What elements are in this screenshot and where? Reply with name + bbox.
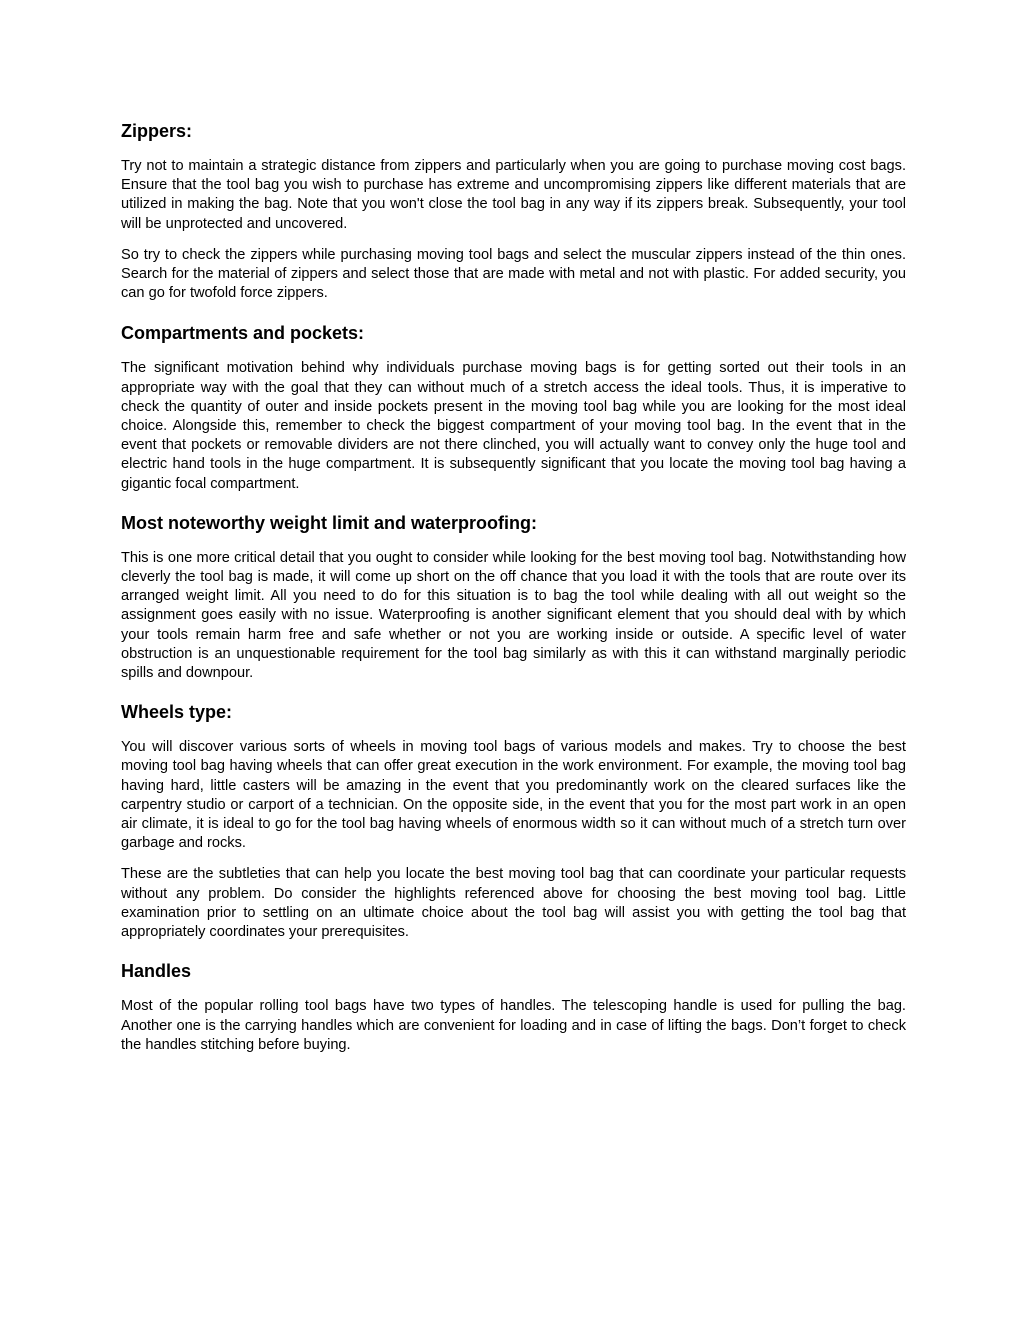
section-weight-waterproofing (121, 510, 906, 683)
paragraph-wheels-type-2: These are the subtleties that can help you locate the best moving tool bag that can coordinate your particular requests without any problem. Do consider the highlights referenced above for choosing the best moving tool bag. Little examination prior to settling on an ultimate choice about the tool bag will assist you with getting the tool bag that appropriately coordinates your prerequisites. (121, 866, 906, 941)
paragraph-weight-waterproofing-1: This is one more critical detail that you ought to consider while looking for the best moving tool bag. Notwithstanding how cleverly the tool bag is made, it will come up short on the off chance that you load it with the tools that are route over its arranged weight limit. All you need to do for this situation is to bag the tool while dealing with all out weight so the assignment goes easily with no issue. Waterproofing is another significant element that you should deal with by which your tools remain harm free and safe whether or not you are working inside or outside. A specific level of water obstruction is an unquestionable requirement for the tool bag similarly as with this it can withstand marginally periodic spills and downpour. (121, 549, 906, 682)
heading-handles: Handles (121, 961, 192, 982)
paragraph-zippers-1: Try not to maintain a strategic distance from zippers and particularly when you are going to purchase moving cost bags. Ensure that the tool bag you wish to purchase has extreme and uncompromising zippers like different materials that are utilized in making the bag. Note that you won't close the tool bag in any way if its zippers break. Subsequently, your tool will be unprotected and uncovered. (121, 158, 906, 232)
section-zippers (121, 118, 906, 303)
section-handles (121, 958, 906, 1055)
paragraph-compartments-1: The significant motivation behind why individuals purchase moving bags is for getting sorted out their tools in an appropriate way with the goal that they can without much of a stretch access the ideal tools. Thus, it is imperative to check the quantity of outer and inside pockets present in the moving tool bag while you are looking for the most ideal choice. Alongside this, remember to check the biggest compartment of your moving tool bag. In the event that in the event that pockets or removable dividers are not there clinched, you will actually want to convey only the huge tool and electric hand tools in the huge compartment. It is subsequently significant that you locate the moving tool bag having a gigantic focal compartment. (121, 360, 906, 492)
heading-wheels-type: Wheels type: (121, 702, 233, 723)
paragraph-wheels-type-1: You will discover various sorts of wheels in moving tool bags of various models and makes. Try to choose the best moving tool bag having wheels that can offer great execution in the work environment. For example, the moving tool bag having hard, little casters will be amazing in the event that you predominantly work on the cleared surfaces like the carpentry studio or carport of a technician. On the opposite side, in the event that you for the most part work in an open air climate, it is ideal to go for the tool bag having wheels of enormous width so it can without much of a stretch turn over garbage and rocks. (121, 739, 906, 852)
section-wheels-type (121, 699, 906, 942)
section-compartments (121, 320, 906, 493)
paragraph-handles-1: Most of the popular rolling tool bags have two types of handles. The telescoping handle is used for pulling the bag. Another one is the carrying handles which are convenient for loading and in case of lifting the bags. Don’t forget to check the handles stitching before buying. (121, 998, 906, 1053)
heading-zippers: Zippers: (121, 121, 193, 141)
document-page (121, 118, 906, 1067)
heading-compartments: Compartments and pockets: (121, 323, 365, 344)
paragraph-zippers-2: So try to check the zippers while purchasing moving tool bags and select the muscular zippers instead of the thin ones. Search for the material of zippers and select those that are made with metal and not with plastic. For added security, you can go for twofold force zippers. (121, 246, 906, 302)
heading-weight-waterproofing: Most noteworthy weight limit and waterproofing: (121, 512, 537, 533)
